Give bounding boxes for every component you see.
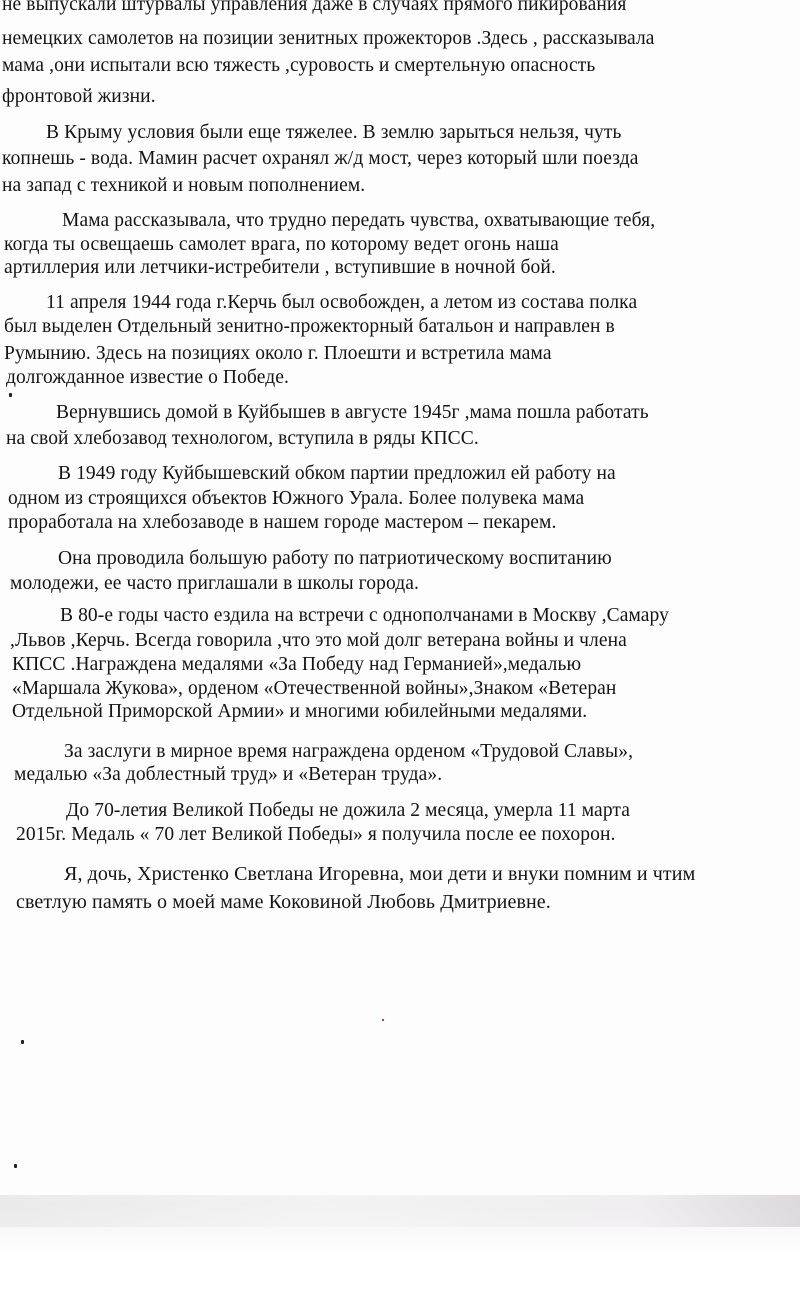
text-line: не выпускали штурвалы управления даже в случаях прямого пикирования (2, 0, 627, 15)
text-line: Она проводила большую работу по патриотическому воспитанию (58, 548, 612, 569)
text-line: За заслуги в мирное время награждена орденом «Трудовой Славы», (64, 741, 634, 762)
text-line: Я, дочь, Христенко Светлана Игоревна, мои дети и внуки помним и чтим (64, 863, 696, 885)
text-line: на свой хлебозавод технологом, вступила в ряды КПСС. (6, 428, 479, 449)
scan-edge (0, 1195, 800, 1300)
text-line: ,Львов ,Керчь. Всегда говорила ,что это мой долг ветерана войны и члена (10, 630, 627, 651)
speck (21, 1040, 24, 1044)
text-line: медалью «За доблестный труд» и «Ветеран труда». (14, 764, 443, 785)
text-line: КПСС .Награждена медалями «За Победу над Германией»,медалью (12, 654, 582, 675)
text-line: 2015г. Медаль « 70 лет Великой Победы» я получила после ее похорон. (16, 824, 616, 845)
text-line: Отдельной Приморской Армии» и многими юбилейными медалями. (12, 701, 588, 722)
text-line: копнешь - вода. Мамин расчет охранял ж/д мост, через который шли поезда (2, 148, 639, 169)
text-line: В 1949 году Куйбышевский обком партии предложил ей работу на (58, 463, 616, 484)
speck (14, 1164, 17, 1168)
text-line: фронтовой жизни. (2, 86, 156, 107)
text-line: До 70-летия Великой Победы не дожила 2 месяца, умерла 11 марта (66, 800, 631, 821)
scan-edge-band (0, 1195, 800, 1227)
speck (9, 393, 12, 397)
text-line: Вернувшись домой в Куйбышев в августе 1945г ,мама пошла работать (56, 402, 649, 423)
text-line: В Крыму условия были еще тяжелее. В землю зарыться нельзя, чуть (46, 122, 622, 143)
text-line: «Маршала Жукова», орденом «Отечественной войны»,Знаком «Ветеран (12, 678, 617, 699)
text-line: В 80-е годы часто ездила на встречи с однополчанами в Москву ,Самару (60, 605, 669, 626)
text-line: светлую память о моей маме Коковиной Любовь Дмитриевне. (16, 891, 551, 913)
text-line: на запад с техникой и новым пополнением. (2, 175, 366, 196)
speck (382, 1019, 384, 1021)
text-line: был выделен Отдельный зенитно-прожекторный батальон и направлен в (4, 316, 615, 337)
text-line: немецких самолетов на позиции зенитных прожекторов .Здесь , рассказывала (2, 28, 655, 49)
text-line: когда ты освещаешь самолет врага, по которому ведет огонь наша (4, 234, 559, 255)
text-line: молодежи, ее часто приглашали в школы города. (10, 573, 420, 594)
text-line: Румынию. Здесь на позициях около г. Плоешти и встретила мама (4, 343, 552, 364)
text-line: одном из строящихся объектов Южного Урала. Более полувека мама (8, 488, 585, 509)
text-line: артиллерия или летчики-истребители , вступившие в ночной бой. (4, 257, 556, 278)
text-line: 11 апреля 1944 года г.Керчь был освобожден, а летом из состава полка (46, 292, 638, 313)
text-line: Мама рассказывала, что трудно передать чувства, охватывающие тебя, (62, 210, 656, 231)
text-line: мама ,они испытали всю тяжесть ,суровость и смертельную опасность (2, 55, 596, 76)
text-line: проработала на хлебозаводе в нашем городе мастером – пекарем. (8, 512, 557, 533)
text-line: долгожданное известие о Победе. (6, 367, 289, 388)
